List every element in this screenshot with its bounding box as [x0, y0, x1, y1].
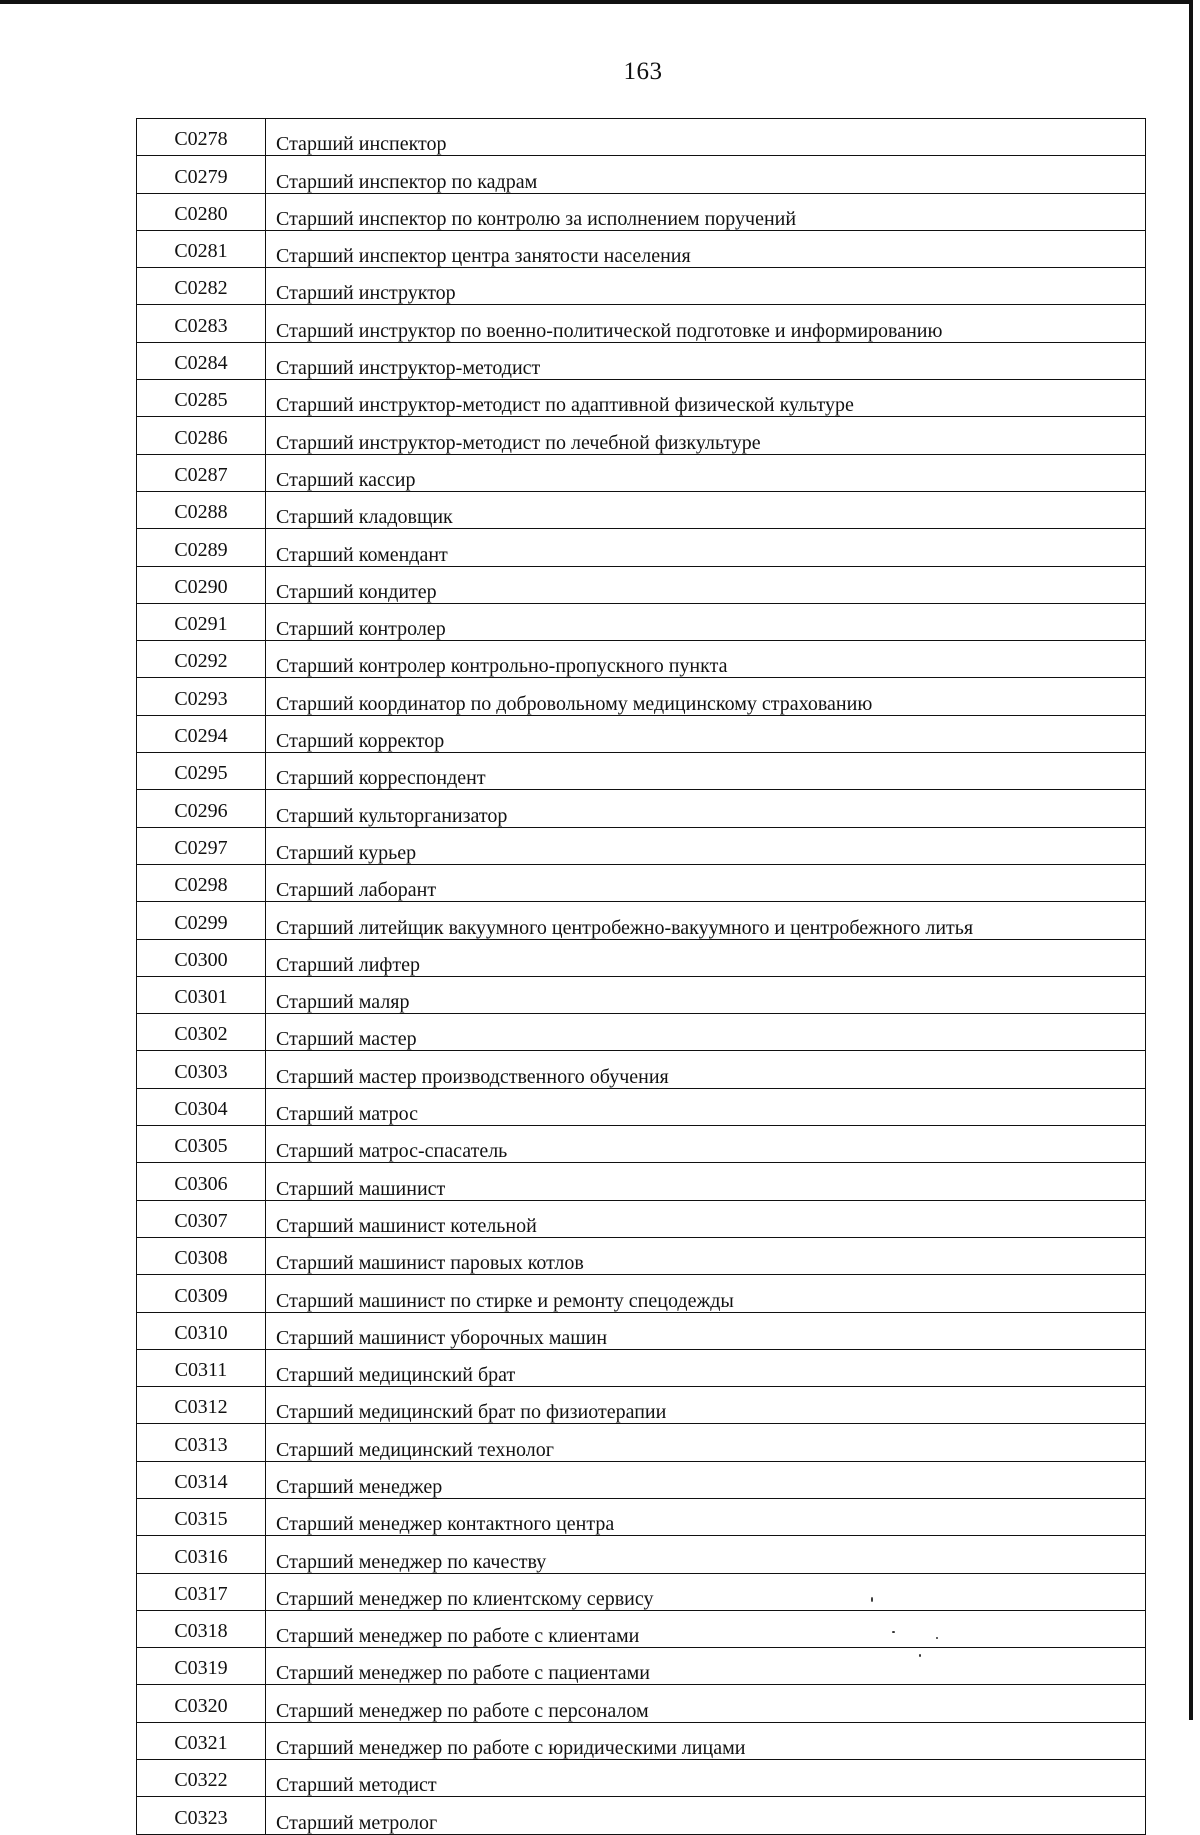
occupation-name: Старший инспектор по кадрам: [266, 156, 1146, 193]
occupation-code: C0297: [137, 827, 266, 864]
occupation-code: C0301: [137, 976, 266, 1013]
occupation-name: Старший медицинский брат по физиотерапии: [266, 1387, 1146, 1424]
table-row: [137, 641, 1146, 678]
table-row: [137, 1200, 1146, 1237]
occupation-name: Старший менеджер: [266, 1461, 1146, 1498]
table-row: [137, 603, 1146, 640]
occupation-name: Старший инспектор по контролю за исполнением поручений: [266, 193, 1146, 230]
table-row: [137, 1163, 1146, 1200]
table-row: [137, 1312, 1146, 1349]
table-row: [137, 715, 1146, 752]
occupation-code: C0323: [137, 1797, 266, 1834]
occupation-name: Старший инструктор-методист: [266, 342, 1146, 379]
occupation-name: Старший матрос-спасатель: [266, 1126, 1146, 1163]
table-row: [137, 193, 1146, 230]
occupation-name: Старший медицинский технолог: [266, 1424, 1146, 1461]
scan-speck: [936, 1637, 938, 1639]
occupation-name: Старший машинист паровых котлов: [266, 1237, 1146, 1274]
occupation-code: C0307: [137, 1200, 266, 1237]
table-row: [137, 1126, 1146, 1163]
occupation-name: Старший мастер: [266, 1014, 1146, 1051]
table-row: [137, 491, 1146, 528]
table-row: [137, 1648, 1146, 1685]
table-row: [137, 268, 1146, 305]
occupation-name: Старший координатор по добровольному медицинскому страхованию: [266, 678, 1146, 715]
occupation-name: Старший корректор: [266, 715, 1146, 752]
table-row: [137, 1573, 1146, 1610]
table-row: [137, 1237, 1146, 1274]
occupation-name: Старший лаборант: [266, 864, 1146, 901]
occupation-name: Старший менеджер по качеству: [266, 1536, 1146, 1573]
table-row: [137, 753, 1146, 790]
occupation-code: C0322: [137, 1760, 266, 1797]
occupation-code: C0303: [137, 1051, 266, 1088]
table-row: [137, 1349, 1146, 1386]
table-row: [137, 1760, 1146, 1797]
occupation-code: C0306: [137, 1163, 266, 1200]
occupation-code: C0296: [137, 790, 266, 827]
table-row: [137, 1014, 1146, 1051]
occupation-name: Старший комендант: [266, 529, 1146, 566]
occupation-code: C0310: [137, 1312, 266, 1349]
table-row: [137, 790, 1146, 827]
occupation-code: C0309: [137, 1275, 266, 1312]
occupation-code-table: [136, 118, 1146, 1835]
scan-speck: [871, 1597, 873, 1602]
occupation-name: Старший матрос: [266, 1088, 1146, 1125]
occupation-name: Старший инструктор-методист по адаптивной физической культуре: [266, 380, 1146, 417]
occupation-code: C0300: [137, 939, 266, 976]
occupation-code: C0311: [137, 1349, 266, 1386]
table-row: [137, 1722, 1146, 1759]
occupation-name: Старший менеджер по работе с персоналом: [266, 1685, 1146, 1722]
occupation-name: Старший культорганизатор: [266, 790, 1146, 827]
occupation-name: Старший курьер: [266, 827, 1146, 864]
table-row: [137, 156, 1146, 193]
occupation-name: Старший контролер: [266, 603, 1146, 640]
occupation-code: C0305: [137, 1126, 266, 1163]
occupation-code: C0281: [137, 230, 266, 267]
occupation-code: C0293: [137, 678, 266, 715]
occupation-name: Старший методист: [266, 1760, 1146, 1797]
occupation-name: Старший машинист котельной: [266, 1200, 1146, 1237]
occupation-name: Старший инспектор: [276, 133, 447, 156]
table-row: [137, 1424, 1146, 1461]
scan-speck: [892, 1631, 895, 1633]
occupation-name: Старший инструктор по военно-политической подготовке и информированию: [266, 305, 1146, 342]
occupation-name: Старший менеджер контактного центра: [266, 1498, 1146, 1535]
occupation-code: C0298: [137, 864, 266, 901]
occupation-code: C0282: [137, 268, 266, 305]
table-row: [137, 939, 1146, 976]
occupation-code: C0283: [137, 305, 266, 342]
occupation-code: C0304: [137, 1088, 266, 1125]
occupation-code: C0286: [137, 417, 266, 454]
occupation-name: Старший менеджер по работе с юридическими лицами: [266, 1722, 1146, 1759]
occupation-name: Старший менеджер по клиентскому сервису: [266, 1573, 1146, 1610]
table-row: [137, 1461, 1146, 1498]
table-row: [137, 1610, 1146, 1647]
occupation-name: Старший инструктор: [266, 268, 1146, 305]
table-row: [137, 305, 1146, 342]
table-row: [137, 566, 1146, 603]
occupation-code: C0319: [137, 1648, 266, 1685]
occupation-code: C0284: [137, 342, 266, 379]
occupation-name: Старший литейщик вакуумного центробежно-вакуумного и центробежного литья: [266, 902, 1146, 939]
table-row: [137, 902, 1146, 939]
occupation-code: C0314: [137, 1461, 266, 1498]
occupation-code: C0279: [137, 156, 266, 193]
table-row: [137, 342, 1146, 379]
occupation-name: Старший менеджер по работе с пациентами: [266, 1648, 1146, 1685]
table-row: [137, 529, 1146, 566]
occupation-code: C0294: [137, 715, 266, 752]
occupation-name: Старший машинист уборочных машин: [266, 1312, 1146, 1349]
occupation-code: C0292: [137, 641, 266, 678]
occupation-code: C0285: [137, 380, 266, 417]
occupation-name: Старший инструктор-методист по лечебной физкультуре: [266, 417, 1146, 454]
occupation-name: Старший кондитер: [266, 566, 1146, 603]
occupation-name: Старший медицинский брат: [266, 1349, 1146, 1386]
occupation-code: C0287: [137, 454, 266, 491]
table-row: [137, 864, 1146, 901]
table-row: [137, 1088, 1146, 1125]
occupation-name: Старший корреспондент: [266, 753, 1146, 790]
page-number: 163: [623, 58, 663, 85]
occupation-code: C0302: [137, 1014, 266, 1051]
table-row: [137, 454, 1146, 491]
table-row: [137, 678, 1146, 715]
occupation-code: C0291: [137, 603, 266, 640]
occupation-name: Старший машинист по стирке и ремонту спецодежды: [266, 1275, 1146, 1312]
occupation-code: C0289: [137, 529, 266, 566]
table-row: [137, 1685, 1146, 1722]
table-row: [137, 1498, 1146, 1535]
occupation-name: Старший метролог: [266, 1797, 1146, 1834]
occupation-code: C0320: [137, 1685, 266, 1722]
table-row: [137, 976, 1146, 1013]
occupation-name: Старший лифтер: [266, 939, 1146, 976]
table-row: [137, 230, 1146, 267]
occupation-name: Старший инспектор центра занятости населения: [266, 230, 1146, 267]
occupation-code: C0313: [137, 1424, 266, 1461]
occupation-code: C0295: [137, 753, 266, 790]
table-row: [137, 827, 1146, 864]
occupation-name: Старший кладовщик: [266, 491, 1146, 528]
table-body: [137, 119, 1146, 1835]
table-row: [137, 119, 1146, 156]
occupation-code: C0317: [137, 1573, 266, 1610]
table-row: [137, 417, 1146, 454]
occupation-code: C0290: [137, 566, 266, 603]
table-row: [137, 1536, 1146, 1573]
occupation-code: C0315: [137, 1498, 266, 1535]
occupation-code: C0312: [137, 1387, 266, 1424]
table-row: [137, 380, 1146, 417]
occupation-code: C0299: [137, 902, 266, 939]
occupation-name: Старший маляр: [266, 976, 1146, 1013]
occupation-name: Старший машинист: [266, 1163, 1146, 1200]
scan-speck: [919, 1654, 921, 1657]
table-row: [137, 1387, 1146, 1424]
table-row: [137, 1797, 1146, 1834]
occupation-name: Старший кассир: [266, 454, 1146, 491]
occupation-code: C0280: [137, 193, 266, 230]
occupation-code: C0316: [137, 1536, 266, 1573]
occupation-code: C0278: [137, 119, 266, 156]
occupation-code: C0288: [137, 491, 266, 528]
table-row: [137, 1051, 1146, 1088]
occupation-name: Старший контролер контрольно-пропускного пункта: [266, 641, 1146, 678]
occupation-name: Старший менеджер по работе с клиентами: [266, 1610, 1146, 1647]
occupation-name: Старший мастер производственного обучения: [266, 1051, 1146, 1088]
table-row: [137, 1275, 1146, 1312]
occupation-code: C0308: [137, 1237, 266, 1274]
occupation-code: C0321: [137, 1722, 266, 1759]
occupation-code: C0318: [137, 1610, 266, 1647]
